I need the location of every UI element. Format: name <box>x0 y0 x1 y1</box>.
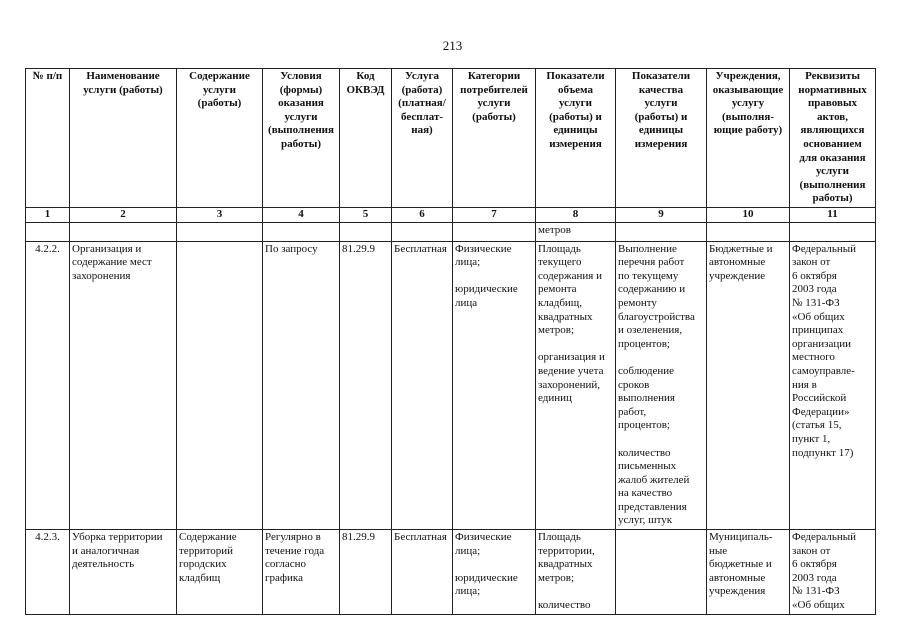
paid-status: Бесплатная <box>392 241 453 529</box>
table-cell <box>26 222 70 241</box>
service-conditions: Регулярно в течение года согласно графика <box>263 530 340 615</box>
volume-indicators: Площадь текущего содержания и ремонта кладбищ, квадратных метров; организация и ведение учета захоронений, единиц <box>536 241 616 529</box>
table-cell <box>263 222 340 241</box>
header-cell: Услуга (работа) (платная/ бесплат- ная) <box>392 69 453 208</box>
institutions: Бюджетные и автономные учреждение <box>707 241 790 529</box>
service-name: Организация и содержание мест захоронения <box>70 241 177 529</box>
table-cell <box>707 222 790 241</box>
table-cell <box>340 222 392 241</box>
service-content <box>177 241 263 529</box>
table-cell <box>392 222 453 241</box>
table-row <box>26 530 876 615</box>
column-number-row <box>26 208 876 223</box>
legal-acts: Федеральный закон от 6 октября 2003 года № 131-ФЗ «Об общих принципах организации местного самоуправле- ния в Российской Федерации» (статья 15, пункт 1, подпункт 17) <box>790 241 876 529</box>
column-number: 4 <box>263 208 340 223</box>
consumer-categories: Физические лица; юридические лица; <box>453 530 536 615</box>
header-cell: № п/п <box>26 69 70 208</box>
column-number: 5 <box>340 208 392 223</box>
okved-code: 81.29.9 <box>340 241 392 529</box>
header-cell: Код ОКВЭД <box>340 69 392 208</box>
column-number: 1 <box>26 208 70 223</box>
header-cell: Условия (формы) оказания услуги (выполнения работы) <box>263 69 340 208</box>
table-cell <box>790 222 876 241</box>
page-number: 213 <box>442 38 463 53</box>
quality-indicators <box>616 530 707 615</box>
header-cell: Наименование услуги (работы) <box>70 69 177 208</box>
quality-indicators: Выполнение перечня работ по текущему содержанию и ремонту благоустройства и озеленения, процентов; соблюдение сроков выполнения работ, процентов; количество письменных жалоб жителей на качество представления услуг, штук <box>616 241 707 529</box>
table-cell <box>616 222 707 241</box>
column-number: 8 <box>536 208 616 223</box>
service-content: Содержание территорий городских кладбищ <box>177 530 263 615</box>
service-name: Уборка территории и аналогичная деятельность <box>70 530 177 615</box>
header-cell: Учреждения, оказывающие услугу (выполня- ющие работу) <box>707 69 790 208</box>
header-row <box>26 69 876 208</box>
legal-acts: Федеральный закон от 6 октября 2003 года № 131-ФЗ «Об общих <box>790 530 876 615</box>
row-number: 4.2.2. <box>26 241 70 529</box>
table-row <box>26 241 876 529</box>
okved-code: 81.29.9 <box>340 530 392 615</box>
volume-indicators: Площадь территории, квадратных метров; количество <box>536 530 616 615</box>
header-cell: Категории потребителей услуги (работы) <box>453 69 536 208</box>
consumer-categories: Физические лица; юридические лица <box>453 241 536 529</box>
services-table <box>25 68 876 615</box>
table-cell <box>70 222 177 241</box>
column-number: 2 <box>70 208 177 223</box>
continuation-row <box>26 222 876 241</box>
column-number: 10 <box>707 208 790 223</box>
column-number: 3 <box>177 208 263 223</box>
header-cell: Реквизиты нормативных правовых актов, являющихся основанием для оказания услуги (выполнения работы) <box>790 69 876 208</box>
header-cell: Показатели качества услуги (работы) и единицы измерения <box>616 69 707 208</box>
header-cell: Показатели объема услуги (работы) и единицы измерения <box>536 69 616 208</box>
column-number: 7 <box>453 208 536 223</box>
header-cell: Содержание услуги (работы) <box>177 69 263 208</box>
table-cell <box>177 222 263 241</box>
column-number: 9 <box>616 208 707 223</box>
table-cell <box>453 222 536 241</box>
service-conditions: По запросу <box>263 241 340 529</box>
column-number: 11 <box>790 208 876 223</box>
row-number: 4.2.3. <box>26 530 70 615</box>
table-cell: метров <box>536 222 616 241</box>
institutions: Муниципаль- ные бюджетные и автономные учреждения <box>707 530 790 615</box>
paid-status: Бесплатная <box>392 530 453 615</box>
column-number: 6 <box>392 208 453 223</box>
